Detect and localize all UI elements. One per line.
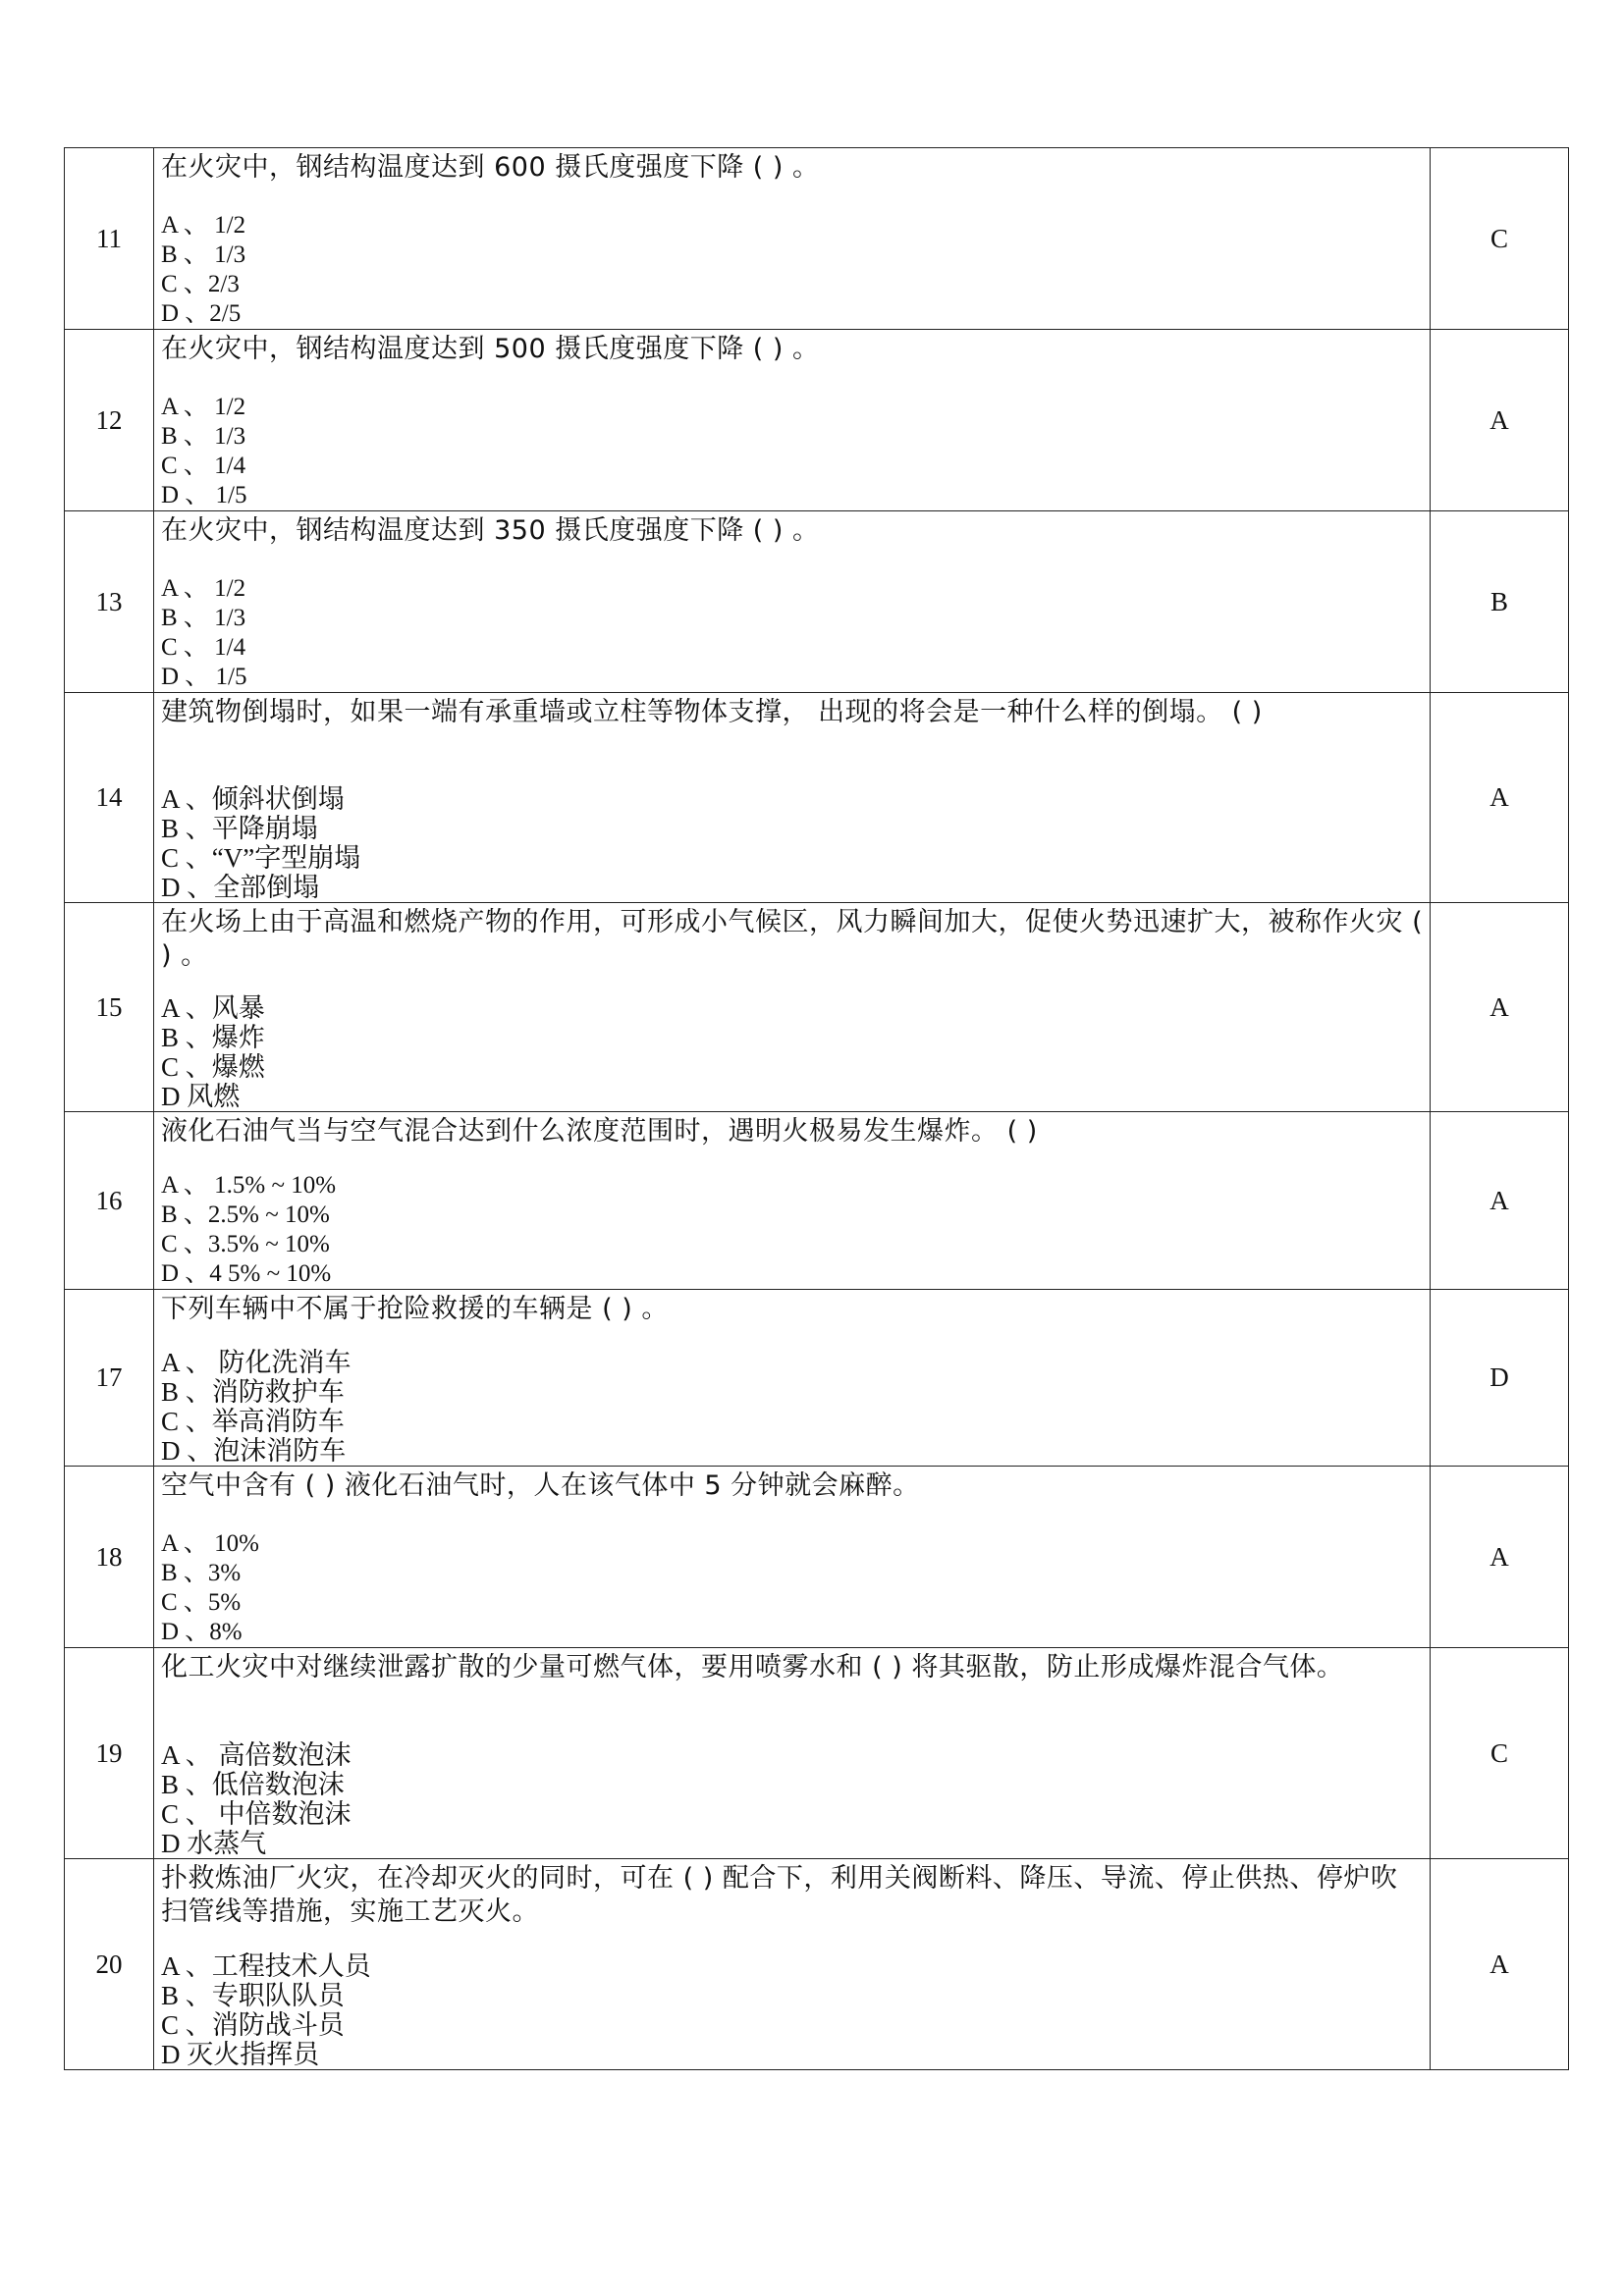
question-number: 14 (65, 693, 154, 903)
question-text: 化工火灾中对继续泄露扩散的少量可燃气体，要用喷雾水和 ( ) 将其驱散，防止形成爆炸混合气体。 (161, 1651, 1344, 1682)
option-c: C 、3.5% ~ 10% (161, 1230, 330, 1257)
option-d: D 风燃 (161, 1081, 241, 1111)
option-a: A 、 高倍数泡沫 (161, 1739, 352, 1770)
option-d: D 、8% (161, 1618, 243, 1645)
option-d: D 、全部倒塌 (161, 872, 320, 902)
answer: A (1431, 903, 1569, 1112)
option-c: C 、爆燃 (161, 1051, 265, 1082)
option-c: C 、 中倍数泡沫 (161, 1798, 352, 1829)
question-row (65, 1648, 1569, 1859)
option-a: A 、 1/2 (161, 393, 246, 420)
question-number: 13 (65, 511, 154, 693)
option-a: A 、 1/2 (161, 211, 246, 239)
option-a: A 、倾斜状倒塌 (161, 783, 345, 814)
answer: C (1431, 148, 1569, 330)
answer: A (1431, 1467, 1569, 1648)
option-d: D 水蒸气 (161, 1828, 267, 1858)
question-text: 在火灾中，钢结构温度达到 350 摄氏度强度下降 ( ) 。 (161, 514, 820, 546)
question-table (64, 147, 1569, 2070)
option-b: B 、消防救护车 (161, 1376, 345, 1407)
question-text: 下列车辆中不属于抢险救援的车辆是 ( ) 。 (161, 1293, 669, 1324)
option-c: C 、举高消防车 (161, 1406, 345, 1436)
question-number: 17 (65, 1290, 154, 1467)
question-number: 15 (65, 903, 154, 1112)
option-b: B 、 1/3 (161, 604, 246, 631)
question-row (65, 1859, 1569, 2070)
question-cell (154, 693, 1431, 903)
option-b: B 、 1/3 (161, 422, 246, 450)
answer: A (1431, 330, 1569, 511)
option-d: D 、 1/5 (161, 663, 247, 690)
question-number: 18 (65, 1467, 154, 1648)
option-b: B 、低倍数泡沫 (161, 1769, 345, 1799)
question-cell (154, 330, 1431, 511)
question-text: 建筑物倒塌时，如果一端有承重墙或立柱等物体支撑， 出现的将会是一种什么样的倒塌。 ( ) (161, 696, 1263, 727)
question-row (65, 330, 1569, 511)
question-cell (154, 1467, 1431, 1648)
option-c: C 、 1/4 (161, 452, 246, 479)
option-a: A 、 1.5% ~ 10% (161, 1171, 337, 1199)
question-number: 12 (65, 330, 154, 511)
option-d: D 灭火指挥员 (161, 2039, 320, 2069)
question-cell (154, 511, 1431, 693)
option-b: B 、2.5% ~ 10% (161, 1201, 330, 1228)
question-row (65, 1112, 1569, 1290)
question-row (65, 511, 1569, 693)
option-a: A 、 1/2 (161, 574, 246, 602)
question-row (65, 903, 1569, 1112)
option-b: B 、3% (161, 1559, 242, 1586)
answer: C (1431, 1648, 1569, 1859)
question-text: 空气中含有 ( ) 液化石油气时，人在该气体中 5 分钟就会麻醉。 (161, 1469, 920, 1501)
answer: A (1431, 1859, 1569, 2070)
option-c: C 、消防战斗员 (161, 2009, 345, 2040)
question-text: 液化石油气当与空气混合达到什么浓度范围时，遇明火极易发生爆炸。 ( ) (161, 1115, 1038, 1147)
question-cell (154, 1648, 1431, 1859)
question-cell (154, 148, 1431, 330)
answer: D (1431, 1290, 1569, 1467)
option-b: B 、爆炸 (161, 1022, 265, 1052)
option-c: C 、5% (161, 1588, 242, 1616)
option-d: D 、 1/5 (161, 481, 247, 508)
option-c: C 、2/3 (161, 270, 240, 297)
option-a: A 、 10% (161, 1529, 260, 1557)
question-cell (154, 1290, 1431, 1467)
question-text: 在火场上由于高温和燃烧产物的作用，可形成小气候区，风力瞬间加大，促使火势迅速扩大，被称作火灾 ( ) 。 (161, 906, 1424, 971)
question-text: 在火灾中，钢结构温度达到 500 摄氏度强度下降 ( ) 。 (161, 333, 820, 364)
option-a: A 、工程技术人员 (161, 1950, 371, 1981)
option-c: C 、 1/4 (161, 633, 246, 661)
question-number: 11 (65, 148, 154, 330)
question-text: 在火灾中，钢结构温度达到 600 摄氏度强度下降 ( ) 。 (161, 151, 820, 183)
answer: B (1431, 511, 1569, 693)
option-a: A 、 防化洗消车 (161, 1347, 352, 1377)
answer: A (1431, 693, 1569, 903)
question-number: 16 (65, 1112, 154, 1290)
option-a: A 、风暴 (161, 992, 265, 1023)
question-cell (154, 1112, 1431, 1290)
option-d: D 、2/5 (161, 299, 242, 327)
question-number: 20 (65, 1859, 154, 2070)
option-b: B 、 1/3 (161, 240, 246, 268)
question-row (65, 1290, 1569, 1467)
option-c: C 、“V”字型崩塌 (161, 842, 361, 873)
option-b: B 、专职队队员 (161, 1980, 345, 2010)
question-row (65, 148, 1569, 330)
question-number: 19 (65, 1648, 154, 1859)
question-cell (154, 1859, 1431, 2070)
option-b: B 、平降崩塌 (161, 813, 318, 843)
question-text: 扑救炼油厂火灾，在冷却灭火的同时，可在 ( ) 配合下，利用关阀断料、降压、导流、停止供热、停炉吹扫管线等措施，实施工艺灭火。 (161, 1862, 1398, 1927)
option-d: D 、泡沫消防车 (161, 1435, 347, 1466)
question-row (65, 693, 1569, 903)
option-d: D 、4 5% ~ 10% (161, 1259, 332, 1287)
question-row (65, 1467, 1569, 1648)
question-cell (154, 903, 1431, 1112)
answer: A (1431, 1112, 1569, 1290)
